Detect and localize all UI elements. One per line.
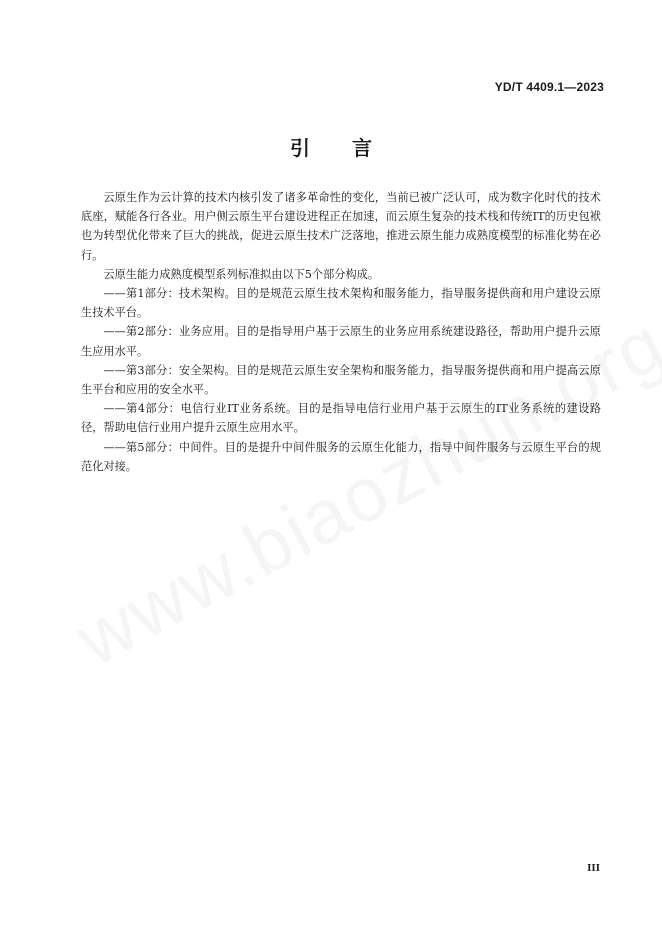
title-char-1: 引 xyxy=(290,136,310,160)
page-title xyxy=(0,132,662,161)
paragraph-part-5: ——第5部分：中间件。目的是提升中间件服务的云原生化能力，指导中间件服务与云原生平台的规范化对接。 xyxy=(81,440,601,473)
paragraph-part-3: ——第3部分：安全架构。目的是规范云原生安全架构和服务能力，指导服务提供商和用户提高云原生平台和应用的安全水平。 xyxy=(81,363,601,397)
paragraph-intro: 云原生作为云计算的技术内核引发了诸多革命性的变化，当前已被广泛认可，成为数字化时代的技术底座，赋能各行各业。用户侧云原生平台建设进程正在加速，而云原生复杂的技术栈和传统IT的历史包袱也为转型优化带来了巨大的挑战，促进云原生技术广泛落地，推进云原生能力成熟度模型的标准化势在必行。 xyxy=(81,191,601,262)
standard-code: YD/T 4409.1—2023 xyxy=(494,80,604,94)
paragraph-part-4: ——第4部分：电信行业IT业务系统。目的是指导电信行业用户基于云原生的IT业务系统的建设路径，帮助电信行业用户提升云原生应用水平。 xyxy=(81,402,601,435)
paragraph-part-2: ——第2部分：业务应用。目的是指导用户基于云原生的业务应用系统建设路径，帮助用户提升云原生应用水平。 xyxy=(81,325,601,358)
paragraph-series: 云原生能力成熟度模型系列标准拟由以下5个部分构成。 xyxy=(103,267,380,281)
title-char-2: 言 xyxy=(352,136,372,160)
page-number: III xyxy=(587,862,600,874)
paragraph-part-1: ——第1部分：技术架构。目的是规范云原生技术架构和服务能力，指导服务提供商和用户建设云原生技术平台。 xyxy=(81,287,601,320)
introduction-body xyxy=(81,188,601,476)
